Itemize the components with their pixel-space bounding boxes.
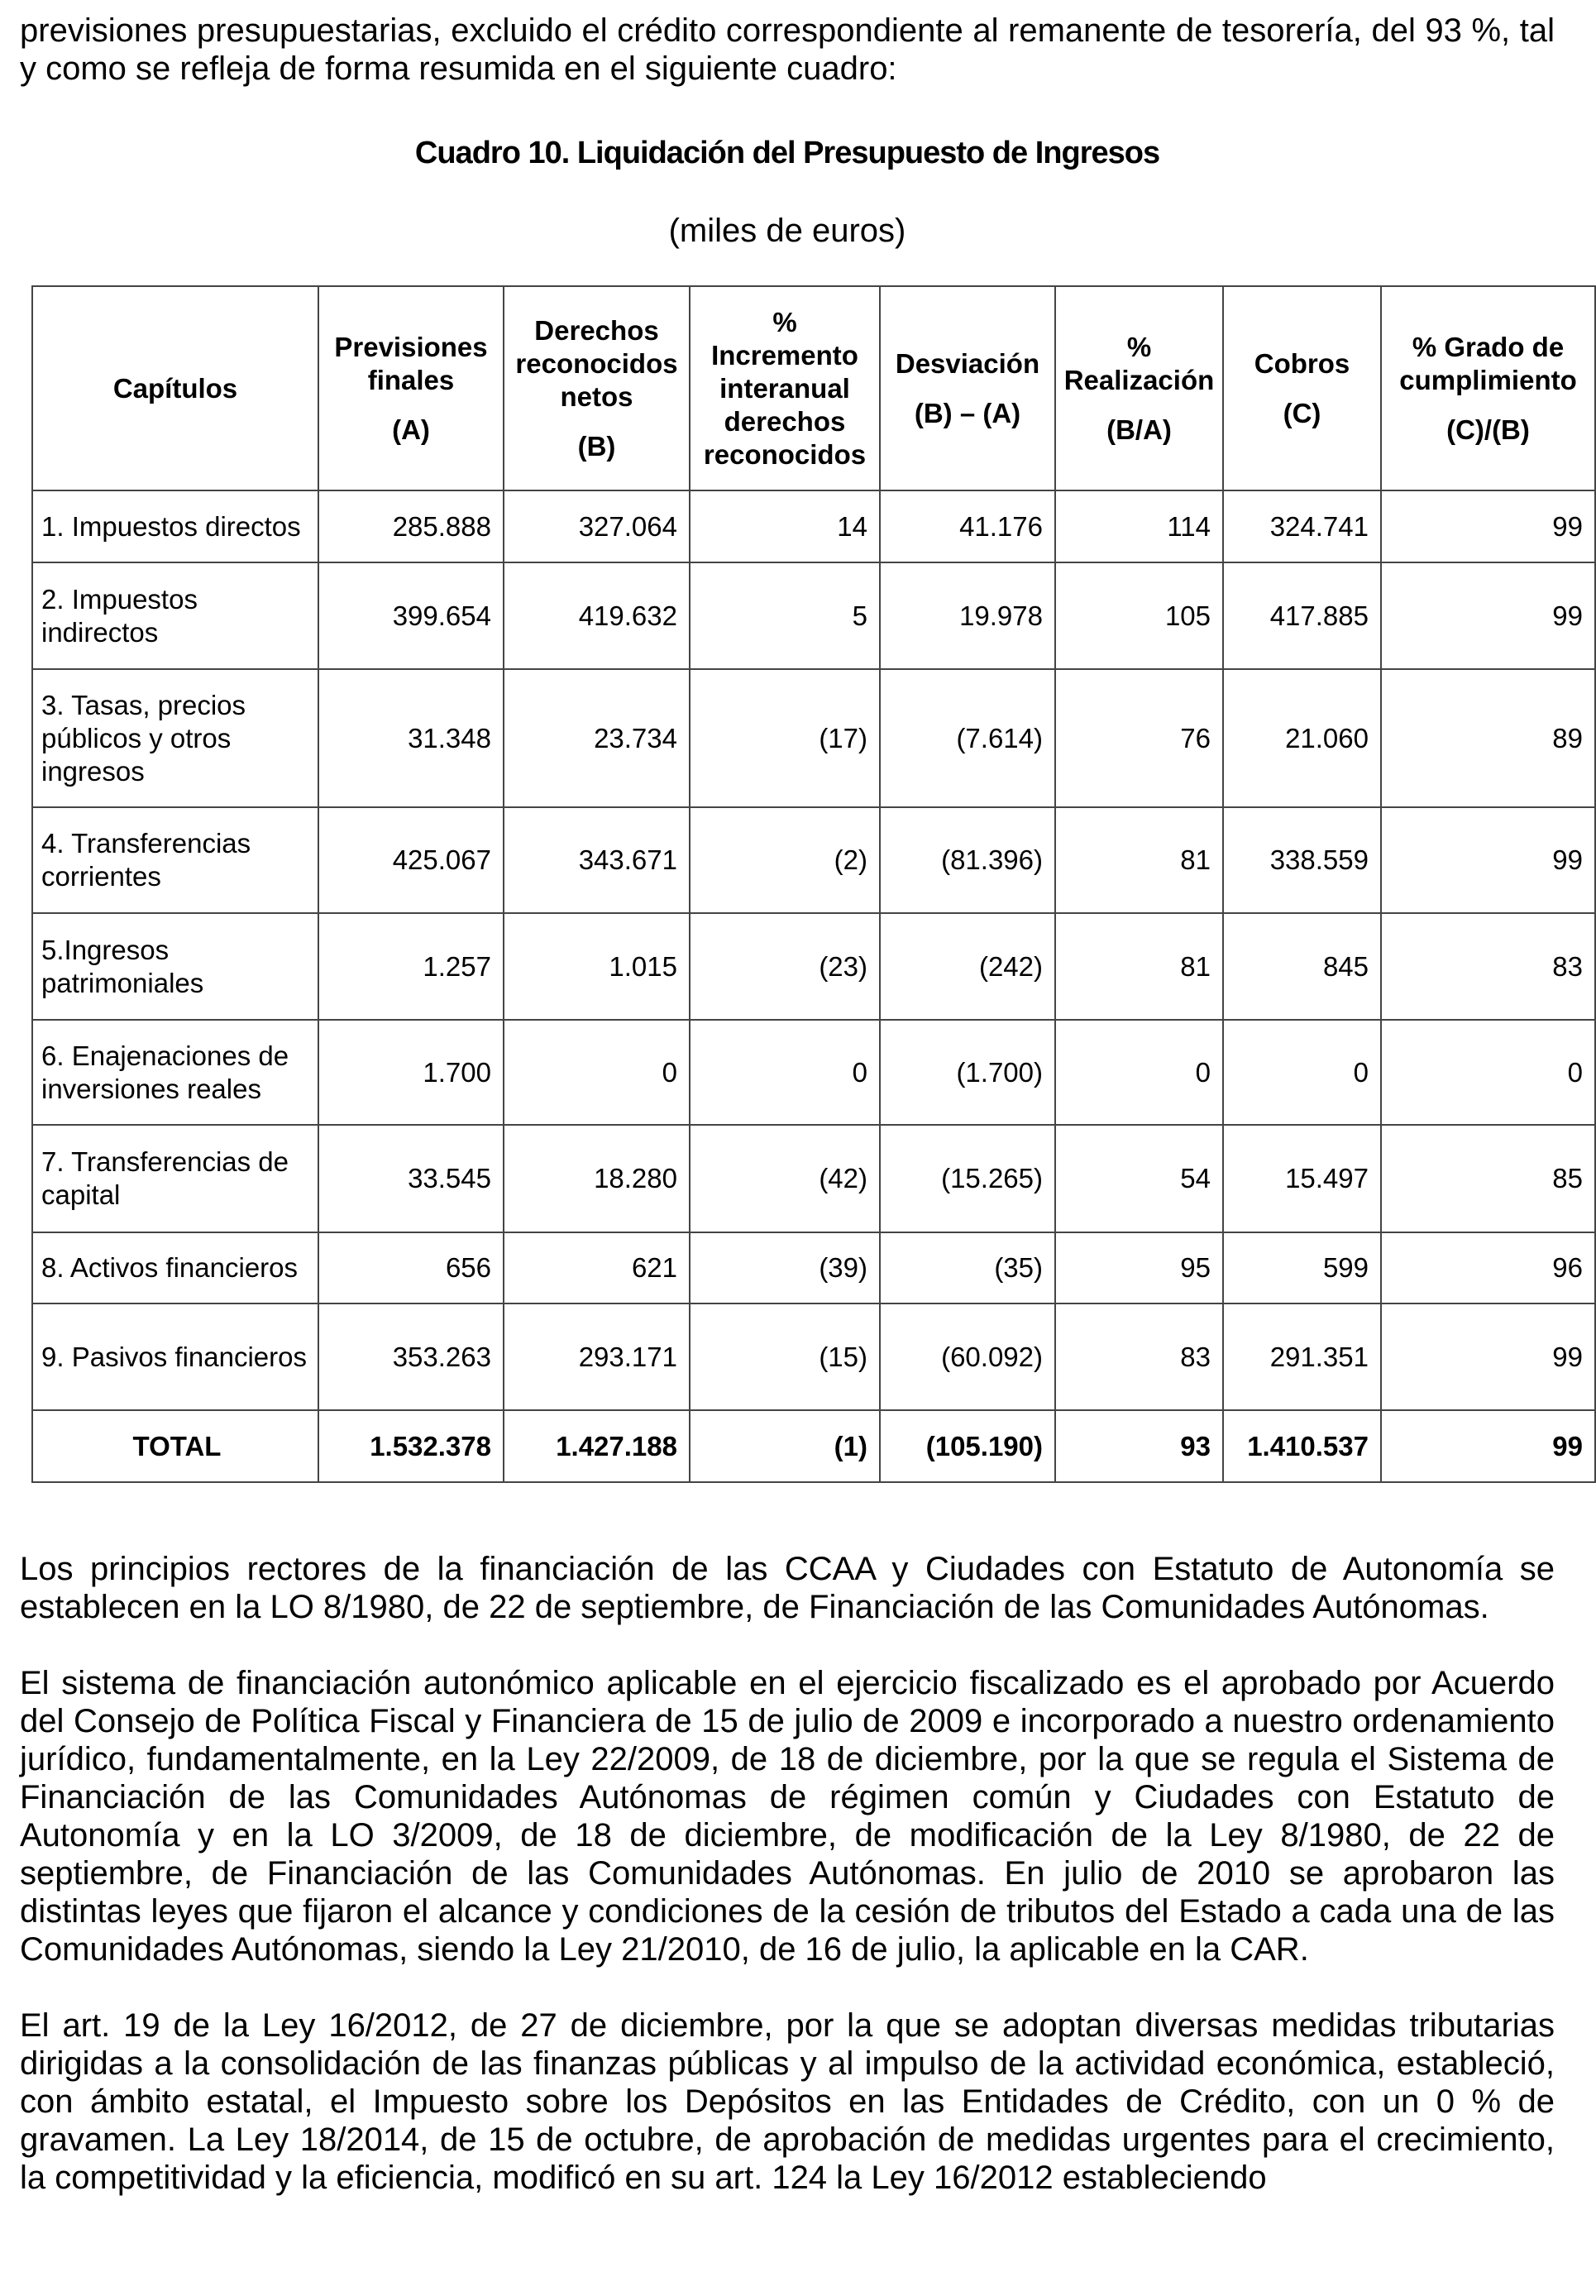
cell-cobros: 338.559 bbox=[1223, 807, 1381, 913]
cell-incremento: (2) bbox=[690, 807, 880, 913]
cell-cumplimiento: 99 bbox=[1381, 490, 1595, 562]
header-capitulos: Capítulos bbox=[32, 286, 318, 490]
cell-cobros: 291.351 bbox=[1223, 1303, 1381, 1410]
cell-cumplimiento: 0 bbox=[1381, 1020, 1595, 1125]
cell-cumplimiento: 83 bbox=[1381, 913, 1595, 1020]
cell-derechos: 1.015 bbox=[504, 913, 690, 1020]
table-row bbox=[32, 1303, 1595, 1410]
cell-realizacion: 0 bbox=[1055, 1020, 1223, 1125]
row-chapter: 6. Enajenaciones de inversiones reales bbox=[32, 1020, 318, 1125]
cell-desviacion: (60.092) bbox=[880, 1303, 1055, 1410]
body-text bbox=[20, 1550, 1555, 2197]
table-row bbox=[32, 1232, 1595, 1303]
cell-previsiones: 1.700 bbox=[318, 1020, 504, 1125]
cell-cumplimiento: 85 bbox=[1381, 1125, 1595, 1232]
cell-incremento: (15) bbox=[690, 1303, 880, 1410]
row-chapter: 9. Pasivos financieros bbox=[32, 1303, 318, 1410]
cell-previsiones: 425.067 bbox=[318, 807, 504, 913]
table-row bbox=[32, 807, 1595, 913]
cell-cumplimiento: 99 bbox=[1381, 562, 1595, 669]
header-desviacion: Desviación (B) – (A) bbox=[880, 286, 1055, 490]
cell-realizacion: 54 bbox=[1055, 1125, 1223, 1232]
row-chapter: 4. Transferencias corrientes bbox=[32, 807, 318, 913]
cell-derechos: 18.280 bbox=[504, 1125, 690, 1232]
table-row bbox=[32, 1020, 1595, 1125]
cell-previsiones: 656 bbox=[318, 1232, 504, 1303]
total-derechos: 1.427.188 bbox=[504, 1410, 690, 1482]
row-chapter: 7. Transferencias de capital bbox=[32, 1125, 318, 1232]
cell-desviacion: 41.176 bbox=[880, 490, 1055, 562]
cell-incremento: (42) bbox=[690, 1125, 880, 1232]
cell-realizacion: 114 bbox=[1055, 490, 1223, 562]
cell-incremento: 5 bbox=[690, 562, 880, 669]
total-realizacion: 93 bbox=[1055, 1410, 1223, 1482]
total-desviacion: (105.190) bbox=[880, 1410, 1055, 1482]
cell-previsiones: 399.654 bbox=[318, 562, 504, 669]
cell-previsiones: 1.257 bbox=[318, 913, 504, 1020]
cell-realizacion: 81 bbox=[1055, 807, 1223, 913]
table-row bbox=[32, 669, 1595, 807]
table-row bbox=[32, 490, 1595, 562]
cell-derechos: 343.671 bbox=[504, 807, 690, 913]
income-budget-table bbox=[31, 285, 1596, 1483]
cell-desviacion: 19.978 bbox=[880, 562, 1055, 669]
cell-previsiones: 353.263 bbox=[318, 1303, 504, 1410]
cell-derechos: 23.734 bbox=[504, 669, 690, 807]
cell-cobros: 417.885 bbox=[1223, 562, 1381, 669]
total-previsiones: 1.532.378 bbox=[318, 1410, 504, 1482]
cell-cobros: 15.497 bbox=[1223, 1125, 1381, 1232]
row-chapter: 5.Ingresos patrimoniales bbox=[32, 913, 318, 1020]
row-chapter: 2. Impuestos indirectos bbox=[32, 562, 318, 669]
cell-incremento: (23) bbox=[690, 913, 880, 1020]
cell-derechos: 621 bbox=[504, 1232, 690, 1303]
cell-previsiones: 33.545 bbox=[318, 1125, 504, 1232]
intro-paragraph: previsiones presupuestarias, excluido el crédito correspondiente al remanente de tesorería, del 93 %, tal y como se refleja de forma resumida en el siguiente cuadro: bbox=[20, 12, 1555, 87]
cell-realizacion: 95 bbox=[1055, 1232, 1223, 1303]
cell-derechos: 293.171 bbox=[504, 1303, 690, 1410]
table-units: (miles de euros) bbox=[668, 213, 906, 249]
table-row bbox=[32, 562, 1595, 669]
cell-derechos: 327.064 bbox=[504, 490, 690, 562]
table-header-row bbox=[32, 286, 1595, 490]
header-cobros: Cobros (C) bbox=[1223, 286, 1381, 490]
cell-desviacion: (81.396) bbox=[880, 807, 1055, 913]
header-derechos: Derechos reconocidos netos (B) bbox=[504, 286, 690, 490]
total-label: TOTAL bbox=[32, 1410, 318, 1482]
cell-incremento: 0 bbox=[690, 1020, 880, 1125]
header-cumplimiento: % Grado de cumplimiento (C)/(B) bbox=[1381, 286, 1595, 490]
row-chapter: 3. Tasas, precios públicos y otros ingresos bbox=[32, 669, 318, 807]
cell-cobros: 21.060 bbox=[1223, 669, 1381, 807]
header-realizacion: % Realización (B/A) bbox=[1055, 286, 1223, 490]
total-incremento: (1) bbox=[690, 1410, 880, 1482]
cell-previsiones: 285.888 bbox=[318, 490, 504, 562]
table-row bbox=[32, 913, 1595, 1020]
cell-derechos: 0 bbox=[504, 1020, 690, 1125]
cell-previsiones: 31.348 bbox=[318, 669, 504, 807]
cell-desviacion: (15.265) bbox=[880, 1125, 1055, 1232]
header-previsiones: Previsiones finales (A) bbox=[318, 286, 504, 490]
cell-cobros: 599 bbox=[1223, 1232, 1381, 1303]
cell-desviacion: (242) bbox=[880, 913, 1055, 1020]
cell-realizacion: 83 bbox=[1055, 1303, 1223, 1410]
total-cumplimiento: 99 bbox=[1381, 1410, 1595, 1482]
cell-derechos: 419.632 bbox=[504, 562, 690, 669]
paragraph-sistema: El sistema de financiación autonómico aplicable en el ejercicio fiscalizado es el aprobado por Acuerdo del Consejo de Política Fiscal y Financiera de 15 de julio de 2009 e incorporado a nuestro ordenamiento jurídico, fundamentalmente, en la Ley 22/2009, de 18 de diciembre, por la que se regula el Sistema de Financiación de las Comunidades Autónomas de régimen común y Ciudades con Estatuto de Autonomía y en la LO 3/2009, de 18 de diciembre, de modificación de la Ley 8/1980, de 22 de septiembre, de Financiación de las Comunidades Autónomas. En julio de 2010 se aprobaron las distintas leyes que fijaron el alcance y condiciones de la cesión de tributos del Estado a cada una de las Comunidades Autónomas, siendo la Ley 21/2010, de 16 de julio, la aplicable en la CAR. bbox=[20, 1665, 1555, 1968]
cell-cobros: 324.741 bbox=[1223, 490, 1381, 562]
row-chapter: 1. Impuestos directos bbox=[32, 490, 318, 562]
table-row bbox=[32, 1125, 1595, 1232]
total-cobros: 1.410.537 bbox=[1223, 1410, 1381, 1482]
cell-realizacion: 105 bbox=[1055, 562, 1223, 669]
table-caption: Cuadro 10. Liquidación del Presupuesto de Ingresos bbox=[414, 136, 1160, 170]
cell-desviacion: (1.700) bbox=[880, 1020, 1055, 1125]
cell-cobros: 845 bbox=[1223, 913, 1381, 1020]
paragraph-principios: Los principios rectores de la financiación de las CCAA y Ciudades con Estatuto de Autonomía se establecen en la LO 8/1980, de 22 de septiembre, de Financiación de las Comunidades Autónomas. bbox=[20, 1551, 1555, 1625]
cell-realizacion: 76 bbox=[1055, 669, 1223, 807]
cell-desviacion: (7.614) bbox=[880, 669, 1055, 807]
document-page bbox=[20, 12, 1583, 2196]
cell-incremento: (39) bbox=[690, 1232, 880, 1303]
cell-desviacion: (35) bbox=[880, 1232, 1055, 1303]
row-chapter: 8. Activos financieros bbox=[32, 1232, 318, 1303]
cell-cumplimiento: 96 bbox=[1381, 1232, 1595, 1303]
paragraph-art19: El art. 19 de la Ley 16/2012, de 27 de diciembre, por la que se adoptan diversas medidas tributarias dirigidas a la consolidación de las finanzas públicas y al impulso de la actividad económica, estableció, con ámbito estatal, el Impuesto sobre los Depósitos en las Entidades de Crédito, con un 0 % de gravamen. La Ley 18/2014, de 15 de octubre, de aprobación de medidas urgentes para el crecimiento, la competitividad y la eficiencia, modificó en su art. 124 la Ley 16/2012 estableciendo bbox=[20, 2007, 1555, 2196]
cell-cumplimiento: 89 bbox=[1381, 669, 1595, 807]
cell-cumplimiento: 99 bbox=[1381, 1303, 1595, 1410]
cell-cumplimiento: 99 bbox=[1381, 807, 1595, 913]
total-row bbox=[32, 1410, 1595, 1482]
cell-incremento: 14 bbox=[690, 490, 880, 562]
cell-realizacion: 81 bbox=[1055, 913, 1223, 1020]
cell-incremento: (17) bbox=[690, 669, 880, 807]
cell-cobros: 0 bbox=[1223, 1020, 1381, 1125]
header-incremento: % Incremento interanual derechos reconocidos bbox=[690, 286, 880, 490]
